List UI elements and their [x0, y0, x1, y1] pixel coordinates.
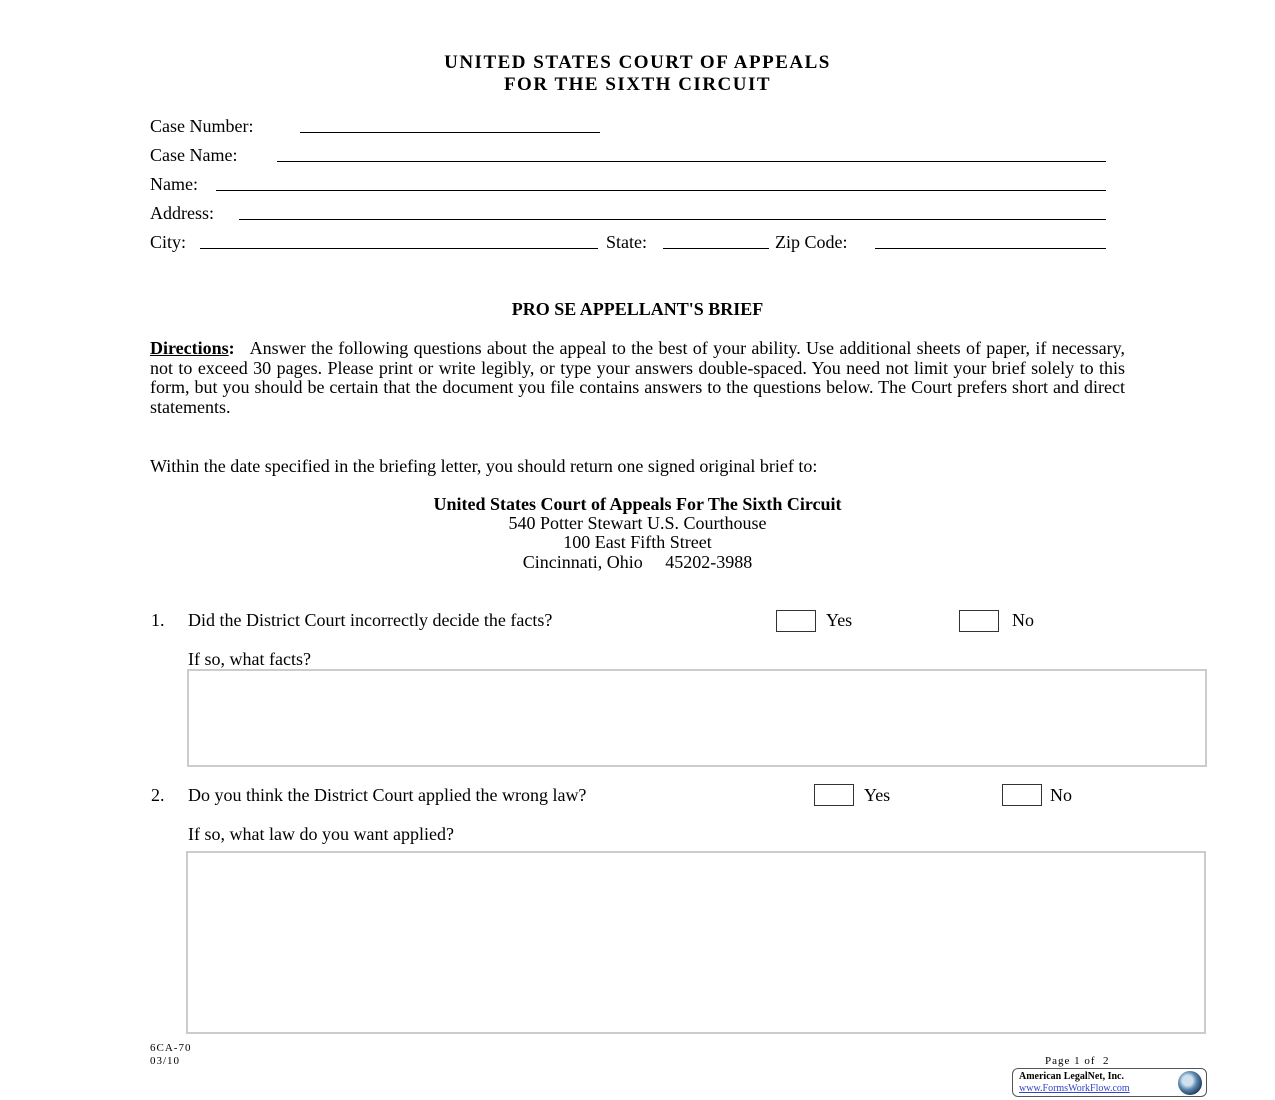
question-1-no-checkbox[interactable]	[959, 610, 999, 632]
question-1-no-label: No	[1012, 610, 1034, 630]
question-1-yes-checkbox[interactable]	[776, 610, 816, 632]
globe-icon	[1178, 1071, 1202, 1095]
court-title: UNITED STATES COURT OF APPEALS	[444, 52, 831, 73]
question-2-no-checkbox[interactable]	[1002, 784, 1042, 806]
page-number: Page 1 of 2	[1045, 1055, 1110, 1067]
question-1-yes-label: Yes	[826, 610, 853, 630]
directions-paragraph	[150, 339, 1125, 417]
american-legalnet-logo[interactable]	[1012, 1068, 1207, 1097]
question-2-yes-checkbox[interactable]	[814, 784, 854, 806]
name-label: Name:	[150, 174, 198, 194]
question-2-yes-label: Yes	[864, 785, 891, 805]
mailing-address-line1: 540 Potter Stewart U.S. Courthouse	[508, 513, 767, 533]
question-2-answer-box[interactable]	[186, 851, 1206, 1034]
brief-title: PRO SE APPELLANT'S BRIEF	[511, 299, 764, 319]
name-field[interactable]	[216, 190, 1106, 191]
question-1-number: 1.	[151, 610, 165, 630]
case-number-field[interactable]	[300, 132, 600, 133]
zip-label: Zip Code:	[775, 232, 848, 252]
directions-text: Answer the following questions about the appeal to the best of your ability. Use additional sheets of paper, if necessary, not to exceed 30 pages. Please print or write legibly, or type your answers double-spaced. You need not limit your brief solely to this form, but you should be certain that the document you file contains answers to the questions below. The Court prefers short and direct statements.	[150, 338, 1125, 417]
case-number-label: Case Number:	[150, 116, 254, 136]
address-field[interactable]	[239, 219, 1106, 220]
question-2-text: Do you think the District Court applied the wrong law?	[188, 785, 587, 805]
directions-label: Directions	[150, 338, 229, 358]
case-name-field[interactable]	[277, 161, 1106, 162]
form-date: 03/10	[150, 1055, 181, 1067]
question-2-number: 2.	[151, 785, 165, 805]
question-2-followup: If so, what law do you want applied?	[188, 824, 454, 844]
logo-name: American LegalNet, Inc.	[1019, 1071, 1124, 1082]
logo-url[interactable]: www.FormsWorkFlow.com	[1019, 1083, 1130, 1094]
state-field[interactable]	[663, 248, 769, 249]
question-1-followup: If so, what facts?	[188, 649, 311, 669]
form-id: 6CA-70	[150, 1042, 192, 1054]
question-1-text: Did the District Court incorrectly decide the facts?	[188, 610, 553, 630]
state-label: State:	[606, 232, 647, 252]
court-subtitle: FOR THE SIXTH CIRCUIT	[503, 74, 772, 95]
question-1-answer-box[interactable]	[187, 669, 1207, 767]
city-field[interactable]	[200, 248, 598, 249]
address-label: Address:	[150, 203, 214, 223]
city-label: City:	[150, 232, 187, 252]
mailing-address-line2: 100 East Fifth Street	[563, 532, 712, 552]
mailing-court-name: United States Court of Appeals For The Sixth Circuit	[433, 494, 842, 514]
mailing-address-line3: Cincinnati, Ohio 45202-3988	[522, 552, 753, 572]
zip-field[interactable]	[875, 248, 1106, 249]
case-name-label: Case Name:	[150, 145, 238, 165]
return-instructions: Within the date specified in the briefing letter, you should return one signed original brief to:	[150, 456, 818, 476]
question-2-no-label: No	[1050, 785, 1072, 805]
directions-colon: :	[228, 338, 235, 358]
